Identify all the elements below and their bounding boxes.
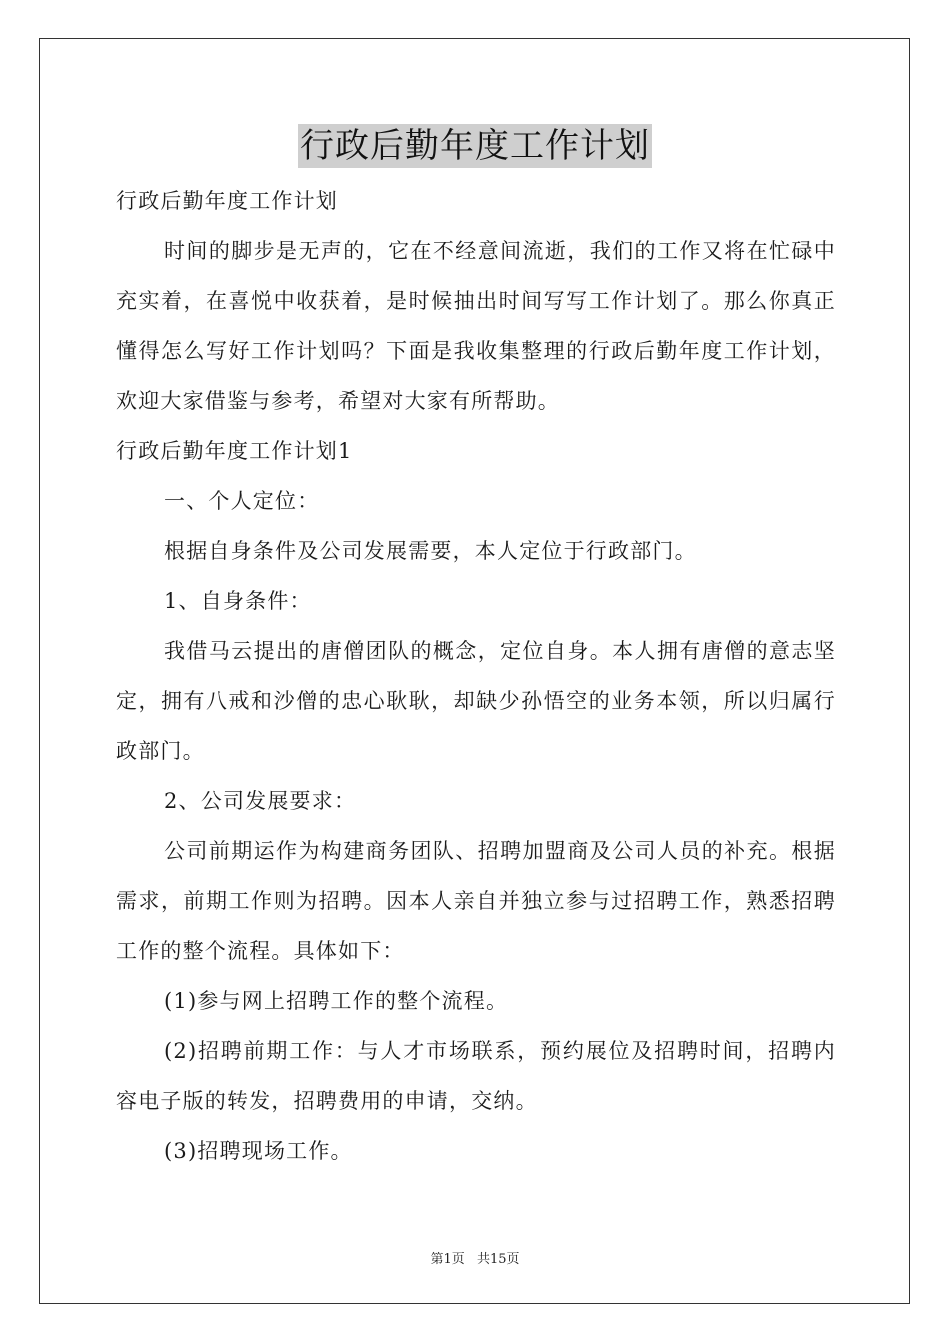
page-number: 第1页 xyxy=(430,1252,465,1267)
document-title: 行政后勤年度工作计划 xyxy=(300,126,650,166)
paragraph: 行政后勤年度工作计划 xyxy=(116,189,338,213)
paragraph: 根据自身条件及公司发展需要，本人定位于行政部门。 xyxy=(164,539,697,563)
page-footer xyxy=(0,1248,950,1267)
paragraph: 1、自身条件： xyxy=(164,589,312,613)
section-heading: 行政后勤年度工作计划1 xyxy=(116,439,353,463)
paragraph: 2、公司发展要求： xyxy=(164,789,357,813)
paragraph: 时间的脚步是无声的，它在不经意间流逝，我们的工作又将在忙碌中充实着，在喜悦中收获着，是时候抽出时间写写工作计划了。那么你真正懂得怎么写好工作计划吗？下面是我收集整理的行政后勤年度工作计划，欢迎大家借鉴与参考，希望对大家有所帮助。 xyxy=(116,239,836,413)
paragraph: 一、个人定位： xyxy=(164,489,320,513)
title-container xyxy=(0,124,950,168)
paragraph: 我借马云提出的唐僧团队的概念，定位自身。本人拥有唐僧的意志坚定，拥有八戒和沙僧的忠心耿耿，却缺少孙悟空的业务本领，所以归属行政部门。 xyxy=(116,639,836,763)
paragraph: 公司前期运作为构建商务团队、招聘加盟商及公司人员的补充。根据需求，前期工作则为招聘。因本人亲自并独立参与过招聘工作，熟悉招聘工作的整个流程。具体如下： xyxy=(116,839,836,963)
paragraph: (2)招聘前期工作：与人才市场联系，预约展位及招聘时间，招聘内容电子版的转发，招聘费用的申请，交纳。 xyxy=(116,1039,836,1113)
paragraph: (1)参与网上招聘工作的整个流程。 xyxy=(164,989,509,1013)
document-body xyxy=(116,176,836,1176)
paragraph: (3)招聘现场工作。 xyxy=(164,1139,353,1163)
page-total: 共15页 xyxy=(476,1252,520,1267)
